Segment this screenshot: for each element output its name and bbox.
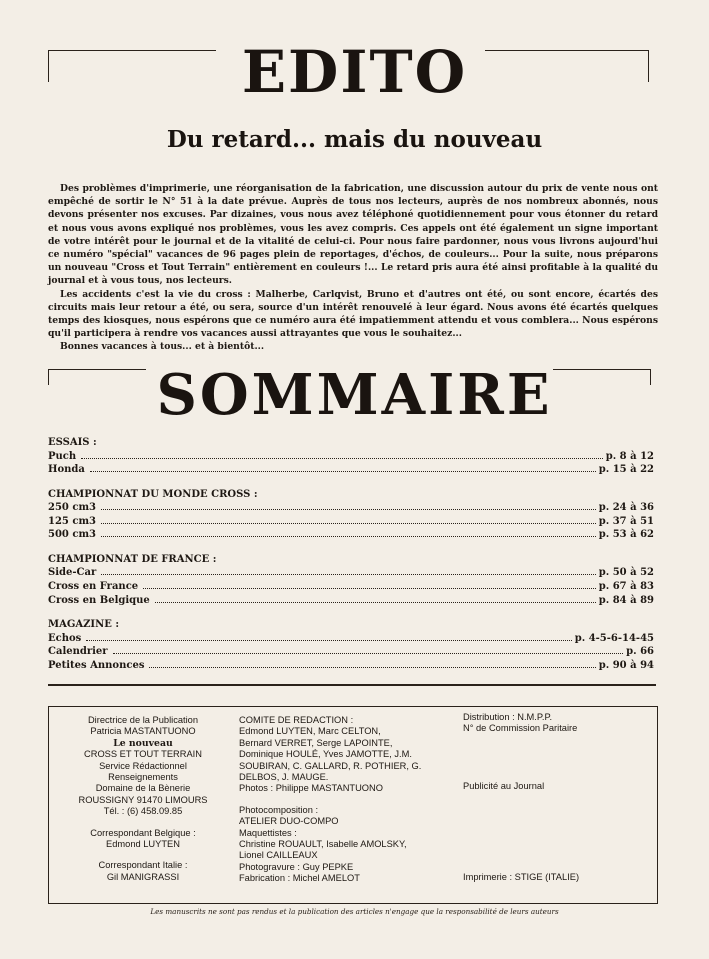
renseignements: Renseignements bbox=[108, 772, 178, 783]
toc-section-title: MAGAZINE : bbox=[48, 619, 120, 631]
fabrication: Fabrication : Michel AMELOT bbox=[239, 873, 360, 884]
edito-subtitle: Du retard... mais du nouveau bbox=[166, 126, 543, 153]
belgique-label: Correspondant Belgique : bbox=[90, 827, 196, 838]
brand-bottom: CROSS ET TOUT TERRAIN bbox=[84, 749, 202, 760]
edito-closing: Bonnes vacances à tous... et à bientôt... bbox=[60, 341, 265, 353]
toc-entry bbox=[48, 501, 654, 515]
italie-label: Correspondant Italie : bbox=[98, 860, 188, 871]
table-of-contents bbox=[48, 437, 654, 685]
commission-paritaire: N° de Commission Paritaire bbox=[463, 723, 578, 734]
photogravure: Photogravure : Guy PEPKE bbox=[239, 861, 354, 872]
toc-entry-page: p. 15 à 22 bbox=[598, 464, 654, 476]
maquettistes-label: Maquettistes : bbox=[239, 827, 297, 838]
toc-entry bbox=[48, 450, 654, 464]
toc-entry bbox=[48, 594, 654, 608]
toc-entry bbox=[48, 566, 654, 580]
toc-entry-name: Honda bbox=[48, 464, 85, 476]
toc-entry bbox=[48, 528, 654, 542]
toc-section-title: CHAMPIONNAT DU MONDE CROSS : bbox=[48, 488, 258, 500]
imprimerie: Imprimerie : STIGE (ITALIE) bbox=[463, 872, 580, 883]
directrice-name: Patricia MASTANTUONO bbox=[90, 726, 196, 737]
edito-body bbox=[48, 182, 658, 354]
comite-line: DELBOS, J. MAUGE. bbox=[239, 772, 329, 783]
comite-line: Dominique HOULÉ, Yves JAMOTTE, J.M. bbox=[239, 749, 412, 760]
comite-line: SOUBIRAN, C. GALLARD, R. POTHIER, G. bbox=[239, 760, 422, 771]
toc-entry-page: p. 90 à 94 bbox=[598, 659, 654, 671]
toc-entry bbox=[48, 632, 654, 646]
toc-entry-name: 500 cm3 bbox=[48, 529, 96, 541]
toc-entry bbox=[48, 463, 654, 477]
toc-entry bbox=[48, 580, 654, 594]
photocompo-value: ATELIER DUO-COMPO bbox=[239, 816, 339, 827]
toc-leader bbox=[155, 594, 596, 603]
toc-leader bbox=[86, 632, 571, 641]
toc-entry-page: p. 53 à 62 bbox=[598, 529, 654, 541]
credits-column-distribution bbox=[463, 712, 653, 884]
directrice-label: Directrice de la Publication bbox=[87, 715, 199, 725]
credits-box bbox=[48, 706, 658, 904]
toc-leader bbox=[81, 450, 603, 459]
toc-entry bbox=[48, 659, 654, 673]
toc-entry-page: p. 4-5-6-14-45 bbox=[574, 632, 654, 644]
toc-section-france bbox=[48, 554, 654, 607]
comite-label: COMITE DE REDACTION : bbox=[239, 715, 354, 725]
footnote: Les manuscrits ne sont pas rendus et la publication des articles n'engage que la responsabilité de leurs auteurs bbox=[150, 907, 559, 916]
toc-entry-name: 250 cm3 bbox=[48, 502, 96, 514]
edito-paragraph: Des problèmes d'imprimerie, une réorganisation de la fabrication, une discussion autour du prix de vente nous ont empêché de sortir le N° 51 à la date prévue. Auprès de tous nos lecteurs, auprès de nos nombreux abonnés, nous devons présenter nos excuses. Par dizaines, vous nous avez téléphoné quotidiennement pour vous étonner du retard et nous vous avons expliqué nos problèmes, vous les avez compris. Ces appels ont été également un signe important de votre intérêt pour le journal et de la vitalité de celui-ci. Pour nous faire pardonner, nous vous livrons aujourd'hui ce numéro "spécial" vacances de 96 pages plein de reportages, d'échos, de couleurs... Pour la suite, nous préparons un nouveau "Cross et Tout Terrain" entièrement en couleurs !... Le retard pris aura été ainsi profitable à la qualité du journal et à vous tous, nos lecteurs. bbox=[48, 183, 658, 287]
brand-top: Le nouveau bbox=[113, 737, 173, 749]
address-line: Domaine de la Bènerie bbox=[95, 783, 191, 794]
toc-section-title: ESSAIS : bbox=[48, 437, 97, 448]
toc-entry-name: Cross en Belgique bbox=[48, 594, 150, 606]
toc-leader bbox=[101, 566, 596, 575]
toc-section-monde bbox=[48, 489, 654, 542]
publicite: Publicité au Journal bbox=[463, 780, 545, 791]
sommaire-title: SOMMAIRE bbox=[156, 362, 553, 428]
toc-leader bbox=[101, 515, 596, 524]
toc-entry-page: p. 50 à 52 bbox=[598, 567, 654, 579]
edito-title: EDITO bbox=[241, 38, 468, 106]
toc-entry bbox=[48, 515, 654, 529]
credits-column-publication bbox=[49, 715, 237, 883]
toc-entry-page: p. 24 à 36 bbox=[598, 502, 654, 514]
toc-entry-name: Petites Annonces bbox=[48, 659, 145, 671]
edito-paragraph: Les accidents c'est la vie du cross : Malherbe, Carlqvist, Bruno et d'autres ont été, ou sont encore, écartés des circuits mais leur retour a été, ou sera, source d'un intérêt renouvelé à leur égard. Nous avons été écartés quelques temps des kiosques, nous espérons que ce numéro aura été impatiemment attendu et vous comblera... Nous espérons qu'il participera à rendre vos vacances aussi attrayantes que vous le souhaitez... bbox=[48, 288, 658, 340]
comite-line: Bernard VERRET, Serge LAPOINTE, bbox=[239, 737, 393, 748]
toc-entry-name: 125 cm3 bbox=[48, 515, 96, 527]
service-redactionnel: Service Rédactionnel bbox=[99, 760, 187, 771]
toc-leader bbox=[101, 501, 596, 510]
maquettistes-line: Lionel CAILLEAUX bbox=[239, 850, 318, 861]
toc-entry-name: Calendrier bbox=[48, 646, 108, 658]
toc-entry-page: p. 66 bbox=[626, 646, 654, 658]
toc-entry-page: p. 8 à 12 bbox=[605, 450, 654, 462]
toc-entry-name: Puch bbox=[48, 450, 77, 462]
credits-column-redaction bbox=[239, 715, 439, 885]
toc-section-essais bbox=[48, 437, 654, 477]
toc-leader bbox=[90, 463, 596, 472]
toc-leader bbox=[149, 659, 595, 668]
distribution: Distribution : N.M.P.P. bbox=[463, 712, 553, 722]
phone: Tél. : (6) 458.09.85 bbox=[103, 806, 183, 817]
toc-entry-page: p. 37 à 51 bbox=[598, 515, 654, 527]
toc-leader bbox=[113, 645, 624, 654]
belgique-name: Edmond LUYTEN bbox=[106, 839, 180, 850]
toc-entry bbox=[48, 645, 654, 659]
toc-leader bbox=[101, 528, 596, 537]
toc-section-title: CHAMPIONNAT DE FRANCE : bbox=[48, 553, 217, 565]
toc-entry-page: p. 67 à 83 bbox=[598, 581, 654, 593]
toc-leader bbox=[143, 580, 596, 589]
toc-entry-name: Echos bbox=[48, 632, 82, 644]
toc-section-magazine bbox=[48, 619, 654, 672]
toc-entry-name: Cross en France bbox=[48, 581, 139, 593]
toc-entry-name: Side-Car bbox=[48, 567, 97, 579]
comite-line: Edmond LUYTEN, Marc CELTON, bbox=[239, 726, 381, 737]
toc-entry-page: p. 84 à 89 bbox=[598, 594, 654, 606]
photocompo-label: Photocomposition : bbox=[239, 804, 319, 815]
italie-name: Gil MANIGRASSI bbox=[106, 871, 180, 882]
photos-credit: Photos : Philippe MASTANTUONO bbox=[239, 783, 383, 794]
maquettistes-line: Christine ROUAULT, Isabelle AMOLSKY, bbox=[239, 839, 407, 850]
address-line: ROUSSIGNY 91470 LIMOURS bbox=[78, 794, 208, 805]
